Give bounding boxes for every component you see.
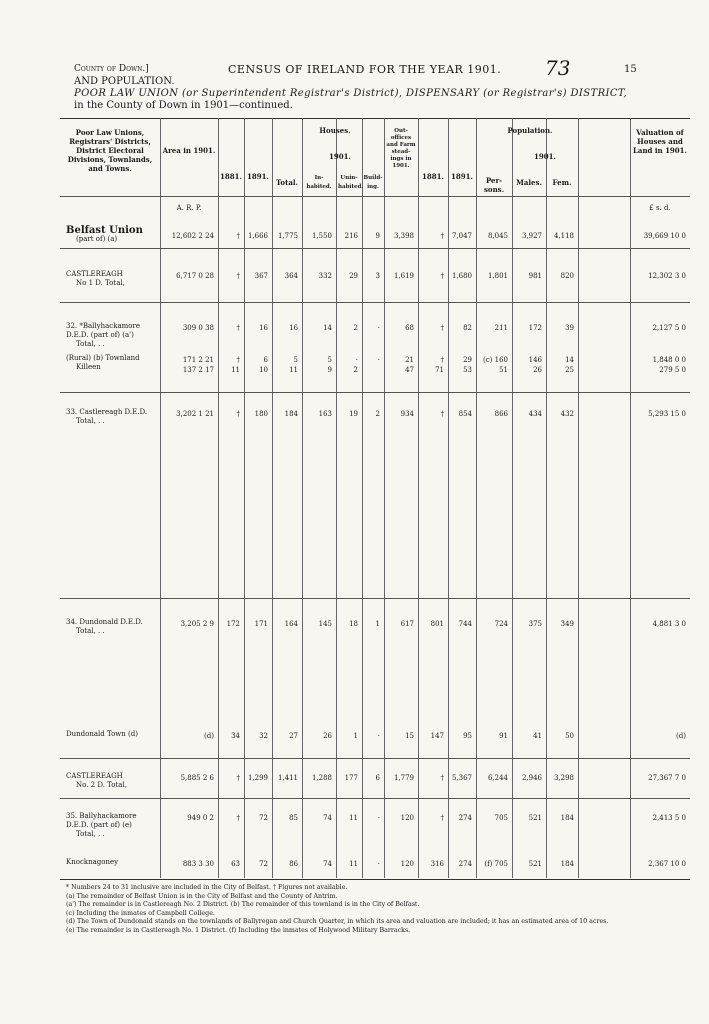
table-cell-tot: 11 — [289, 366, 298, 374]
section-rule — [60, 392, 690, 393]
table-cell-p81: 147 — [430, 732, 444, 740]
table-cell-out: 21 — [405, 356, 414, 364]
table-cell-m: 26 — [533, 366, 542, 374]
table-cell-out: 68 — [405, 324, 414, 332]
col-header-area: Area in 1901. — [162, 146, 216, 155]
table-cell-out: 3,398 — [393, 232, 414, 240]
table-cell-f: 820 — [560, 272, 574, 280]
table-cell-bu: 1 — [375, 620, 380, 628]
table-cell-val: (d) — [676, 732, 686, 740]
table-cell-m: 2,946 — [521, 774, 542, 782]
table-cell-p81: 71 — [435, 366, 444, 374]
table-cell-un: 18 — [349, 620, 358, 628]
table-cell-out: 1,619 — [393, 272, 414, 280]
table-cell-p81: † — [440, 814, 444, 822]
row-label — [66, 618, 158, 636]
table-cell-h81: † — [236, 324, 240, 332]
row-label — [66, 270, 158, 288]
table-cell-area: 171 2 21 — [182, 356, 214, 364]
col-divider — [578, 118, 579, 878]
table-cell-area: 5,885 2 6 — [180, 774, 214, 782]
table-cell-h91: 1,666 — [247, 232, 268, 240]
table-cell-h81: † — [236, 232, 240, 240]
row-label-sub: Total, . . — [76, 417, 105, 425]
subtitle-population: AND POPULATION. — [74, 76, 175, 87]
section-rule — [60, 248, 690, 249]
col-divider — [448, 118, 449, 878]
col-divider — [546, 118, 547, 878]
table-cell-tot: 86 — [289, 860, 298, 868]
table-cell-inh: 163 — [318, 410, 332, 418]
row-label-main: CASTLEREAGH — [66, 772, 123, 780]
table-cell-area: 3,202 1 21 — [176, 410, 214, 418]
table-cell-p81: † — [440, 324, 444, 332]
table-cell-per: 91 — [499, 732, 508, 740]
row-label-main: 34. Dundonald D.E.D. — [66, 618, 143, 626]
row-label-main: (Rural) (b) Townland — [66, 354, 140, 362]
table-cell-f: 14 — [565, 356, 574, 364]
footnote: (e) The remainder is in Castlereagh No. 1 District. (f) Including the inmates of Holywood Military Barracks. — [66, 926, 411, 934]
row-label-sub: Total, . . — [76, 340, 105, 348]
table-cell-m: 375 — [528, 620, 542, 628]
table-cell-h91: 6 — [263, 356, 268, 364]
table-cell-per: 1,801 — [487, 272, 508, 280]
col-header-total: Total. — [276, 178, 298, 187]
table-cell-h91: 32 — [259, 732, 268, 740]
table-cell-bu: · — [377, 732, 380, 740]
table-cell-area: 137 2 17 — [182, 366, 214, 374]
table-cell-tot: 16 — [289, 324, 298, 332]
col-divider — [630, 118, 631, 878]
col-divider — [244, 118, 245, 878]
col-divider — [272, 118, 273, 878]
col-header-outoffices: Out-offices and Farm stead-ings in 1901. — [386, 128, 416, 169]
row-label — [66, 858, 158, 867]
table-cell-val: 4,881 3 0 — [652, 620, 686, 628]
table-cell-inh: 332 — [318, 272, 332, 280]
section-rule — [60, 302, 690, 303]
row-label-sub: No. 2 D. Total, — [76, 781, 127, 789]
table-cell-p91: 7,047 — [451, 232, 472, 240]
table-cell-val: 1,848 0 0 — [652, 356, 686, 364]
col-divider — [302, 118, 303, 878]
footnote: (d) The Town of Dundonald stands on the townlands of Ballyregan and Church Quarter, in which its area and valuation are included; it has an estimated area of 10 acres. — [66, 918, 609, 926]
table-cell-f: 349 — [560, 620, 574, 628]
table-cell-tot: 85 — [289, 814, 298, 822]
table-cell-h91: 16 — [259, 324, 268, 332]
table-cell-inh: 145 — [318, 620, 332, 628]
table-cell-un: 29 — [349, 272, 358, 280]
col-header-h1901: 1901. — [329, 152, 351, 161]
table-cell-p81: † — [440, 232, 444, 240]
table-cell-f: 50 — [565, 732, 574, 740]
row-label-main: 32. *Ballyhackamore D.E.D. (part of) (a') — [66, 322, 140, 339]
running-head-county: County of Down.] — [74, 64, 149, 74]
row-label-sub: No 1 D. Total, — [76, 279, 125, 287]
table-cell-p91: 82 — [463, 324, 472, 332]
col-header-females: Fem. — [552, 178, 572, 187]
col-divider — [384, 118, 385, 878]
units-valuation: £ s. d. — [649, 204, 671, 212]
table-cell-m: 981 — [528, 272, 542, 280]
table-cell-p81: † — [440, 356, 444, 364]
col-header-h1881: 1881. — [220, 172, 242, 181]
table-cell-bu: · — [377, 860, 380, 868]
table-cell-p81: 801 — [430, 620, 444, 628]
table-cell-bu: · — [377, 814, 380, 822]
table-cell-area: (d) — [204, 732, 214, 740]
footnote: (a) The remainder of Belfast Union is in the City of Belfast and the County of Antrim. — [66, 892, 338, 900]
table-cell-per: 724 — [494, 620, 508, 628]
table-cell-f: 184 — [560, 860, 574, 868]
col-header-houses: Houses. — [319, 126, 351, 135]
table-cell-per: (c) 160 — [483, 356, 508, 364]
table-cell-h81: 34 — [231, 732, 240, 740]
table-cell-un: · — [355, 356, 358, 364]
col-header-valuation: Valuation of Houses and Land in 1901. — [633, 128, 687, 155]
table-cell-f: 39 — [565, 324, 574, 332]
table-cell-p91: 5,367 — [451, 774, 472, 782]
table-cell-inh: 14 — [323, 324, 332, 332]
table-cell-bu: · — [377, 324, 380, 332]
table-cell-out: 15 — [405, 732, 414, 740]
table-cell-val: 2,367 10 0 — [648, 860, 686, 868]
table-cell-f: 432 — [560, 410, 574, 418]
table-cell-inh: 1,288 — [311, 774, 332, 782]
row-label-sub: (part of) (a) — [76, 235, 118, 243]
table-cell-area: 6,717 0 28 — [176, 272, 214, 280]
table-cell-out: 47 — [405, 366, 414, 374]
col-divider — [218, 118, 219, 878]
table-cell-h81: 172 — [226, 620, 240, 628]
col-header-uninhabited: Unin-habited. — [338, 175, 364, 190]
table-cell-tot: 1,775 — [277, 232, 298, 240]
table-cell-un: 2 — [353, 324, 358, 332]
footnote: (a') The remainder is in Castlereagh No. 2 District. (b) The remainder of this townland is in the City of Belfast. — [66, 901, 420, 909]
table-cell-p91: 274 — [458, 814, 472, 822]
table-cell-bu: · — [377, 356, 380, 364]
row-label-sub: Total, . . — [76, 830, 105, 838]
table-cell-inh: 9 — [327, 366, 332, 374]
table-cell-m: 3,927 — [521, 232, 542, 240]
table-cell-tot: 364 — [284, 272, 298, 280]
section-rule — [60, 598, 690, 599]
table-cell-h81: 63 — [231, 860, 240, 868]
table-cell-p91: 744 — [458, 620, 472, 628]
table-cell-tot: 164 — [284, 620, 298, 628]
table-cell-out: 120 — [400, 814, 414, 822]
table-cell-h91: 180 — [254, 410, 268, 418]
table-cell-area: 883 3 30 — [182, 860, 214, 868]
table-cell-val: 12,302 3 0 — [648, 272, 686, 280]
col-divider — [336, 118, 337, 878]
table-cell-un: 11 — [349, 814, 358, 822]
row-label — [66, 322, 158, 349]
table-cell-tot: 1,411 — [277, 774, 298, 782]
row-label — [66, 408, 158, 426]
col-header-persons: Per-sons. — [483, 176, 505, 194]
table-cell-h81: † — [236, 814, 240, 822]
row-label-main: Dundonald Town (d) — [66, 730, 138, 738]
row-label — [66, 354, 158, 372]
table-cell-out: 1,779 — [393, 774, 414, 782]
table-cell-h91: 10 — [259, 366, 268, 374]
table-cell-p81: 316 — [430, 860, 444, 868]
table-cell-val: 5,293 15 0 — [648, 410, 686, 418]
footnote: (c) Including the inmates of Campbell College. — [66, 909, 215, 917]
col-divider — [160, 118, 161, 878]
table-cell-m: 521 — [528, 860, 542, 868]
table-cell-h81: † — [236, 272, 240, 280]
table-cell-val: 2,413 5 0 — [652, 814, 686, 822]
subtitle-district: POOR LAW UNION (or Superintendent Registrar's District), DISPENSARY (or Registrar's) DISTRICT, — [74, 88, 628, 99]
table-cell-inh: 1,550 — [311, 232, 332, 240]
table-cell-m: 41 — [533, 732, 542, 740]
running-head-title: CENSUS OF IRELAND FOR THE YEAR 1901. — [228, 63, 502, 76]
row-label-main: CASTLEREAGH — [66, 270, 123, 278]
table-cell-h81: † — [236, 410, 240, 418]
table-cell-tot: 27 — [289, 732, 298, 740]
table-cell-per: 211 — [494, 324, 508, 332]
table-cell-per: 705 — [494, 814, 508, 822]
table-cell-f: 184 — [560, 814, 574, 822]
table-cell-m: 521 — [528, 814, 542, 822]
row-label — [66, 730, 158, 739]
col-divider — [418, 118, 419, 878]
table-cell-per: 6,244 — [487, 774, 508, 782]
table-cell-h91: 367 — [254, 272, 268, 280]
row-label-main: Belfast Union — [66, 225, 143, 236]
table-cell-area: 3,205 2 9 — [180, 620, 214, 628]
table-cell-h91: 72 — [259, 860, 268, 868]
col-divider — [476, 118, 477, 878]
table-cell-out: 934 — [400, 410, 414, 418]
table-cell-p81: † — [440, 410, 444, 418]
table-cell-bu: 3 — [375, 272, 380, 280]
table-cell-val: 39,669 10 0 — [643, 232, 686, 240]
table-cell-val: 27,367 7 0 — [648, 774, 686, 782]
table-cell-per: 866 — [494, 410, 508, 418]
table-cell-area: 12,602 2 24 — [171, 232, 214, 240]
col-header-males: Males. — [516, 178, 542, 187]
table-cell-inh: 74 — [323, 860, 332, 868]
units-area: A. R. P. — [176, 204, 202, 212]
table-cell-p91: 274 — [458, 860, 472, 868]
table-cell-p81: † — [440, 272, 444, 280]
table-cell-un: 177 — [344, 774, 358, 782]
col-header-p1901: 1901. — [534, 152, 556, 161]
table-cell-h81: † — [236, 774, 240, 782]
col-header-inhabited: In-habited. — [306, 175, 332, 190]
table-cell-area: 309 0 38 — [182, 324, 214, 332]
row-label-main: Knocknagoney — [66, 858, 119, 866]
footnotes — [66, 884, 696, 936]
col-header-divisions: Poor Law Unions, Registrars' Districts, District Electoral Divisions, Townlands, and Towns. — [67, 128, 153, 173]
table-cell-per: 8,045 — [487, 232, 508, 240]
col-header-p1881: 1881. — [422, 172, 444, 181]
table-cell-h81: † — [236, 356, 240, 364]
table-cell-bu: 9 — [375, 232, 380, 240]
table-cell-f: 25 — [565, 366, 574, 374]
table-cell-bu: 6 — [375, 774, 380, 782]
table-cell-inh: 74 — [323, 814, 332, 822]
table-cell-inh: 5 — [327, 356, 332, 364]
table-cell-m: 146 — [528, 356, 542, 364]
col-header-h1891: 1891. — [247, 172, 269, 181]
table-cell-un: 2 — [353, 366, 358, 374]
row-label — [66, 226, 158, 244]
header-rule — [60, 196, 690, 197]
subtitle-county: in the County of Down in 1901—continued. — [74, 100, 293, 111]
table-cell-p91: 95 — [463, 732, 472, 740]
table-cell-val: 2,127 5 0 — [652, 324, 686, 332]
table-cell-p91: 53 — [463, 366, 472, 374]
table-cell-per: (f) 705 — [484, 860, 508, 868]
table-cell-f: 3,298 — [553, 774, 574, 782]
table-cell-out: 120 — [400, 860, 414, 868]
table-cell-h91: 72 — [259, 814, 268, 822]
row-label-main: 35. Ballyhackamore D.E.D. (part of) (e) — [66, 812, 137, 829]
table-cell-inh: 26 — [323, 732, 332, 740]
table-cell-tot: 184 — [284, 410, 298, 418]
row-label-sub: Killeen — [76, 363, 101, 371]
table-cell-un: 1 — [353, 732, 358, 740]
footnote: * Numbers 24 to 31 inclusive are included in the City of Belfast. † Figures not available. — [66, 884, 348, 891]
col-header-p1891: 1891. — [451, 172, 473, 181]
table-cell-h91: 1,299 — [247, 774, 268, 782]
table-cell-per: 51 — [499, 366, 508, 374]
col-divider — [362, 118, 363, 878]
table-cell-p91: 1,680 — [451, 272, 472, 280]
table-cell-f: 4,118 — [553, 232, 574, 240]
row-label-sub: Total, . . — [76, 627, 105, 635]
page-number: 15 — [624, 64, 637, 75]
table-cell-bu: 2 — [375, 410, 380, 418]
table-cell-p91: 29 — [463, 356, 472, 364]
table-cell-val: 279 5 0 — [659, 366, 686, 374]
table-cell-tot: 5 — [293, 356, 298, 364]
table-cell-h81: 11 — [231, 366, 240, 374]
table-cell-m: 172 — [528, 324, 542, 332]
table-cell-h91: 171 — [254, 620, 268, 628]
section-rule — [60, 798, 690, 799]
section-rule — [60, 758, 690, 759]
table-cell-p81: † — [440, 774, 444, 782]
handwritten-folio: 73 — [545, 56, 571, 80]
row-label — [66, 772, 158, 790]
table-cell-area: 949 0 2 — [187, 814, 214, 822]
table-cell-out: 617 — [400, 620, 414, 628]
col-header-population: Population. — [507, 126, 553, 135]
col-divider — [512, 118, 513, 878]
table-cell-un: 216 — [344, 232, 358, 240]
table-cell-un: 19 — [349, 410, 358, 418]
row-label — [66, 812, 158, 839]
table-cell-m: 434 — [528, 410, 542, 418]
col-header-building: Build-ing. — [363, 175, 383, 190]
table-cell-un: 11 — [349, 860, 358, 868]
row-label-main: 33. Castlereagh D.E.D. — [66, 408, 148, 416]
table-cell-p91: 854 — [458, 410, 472, 418]
